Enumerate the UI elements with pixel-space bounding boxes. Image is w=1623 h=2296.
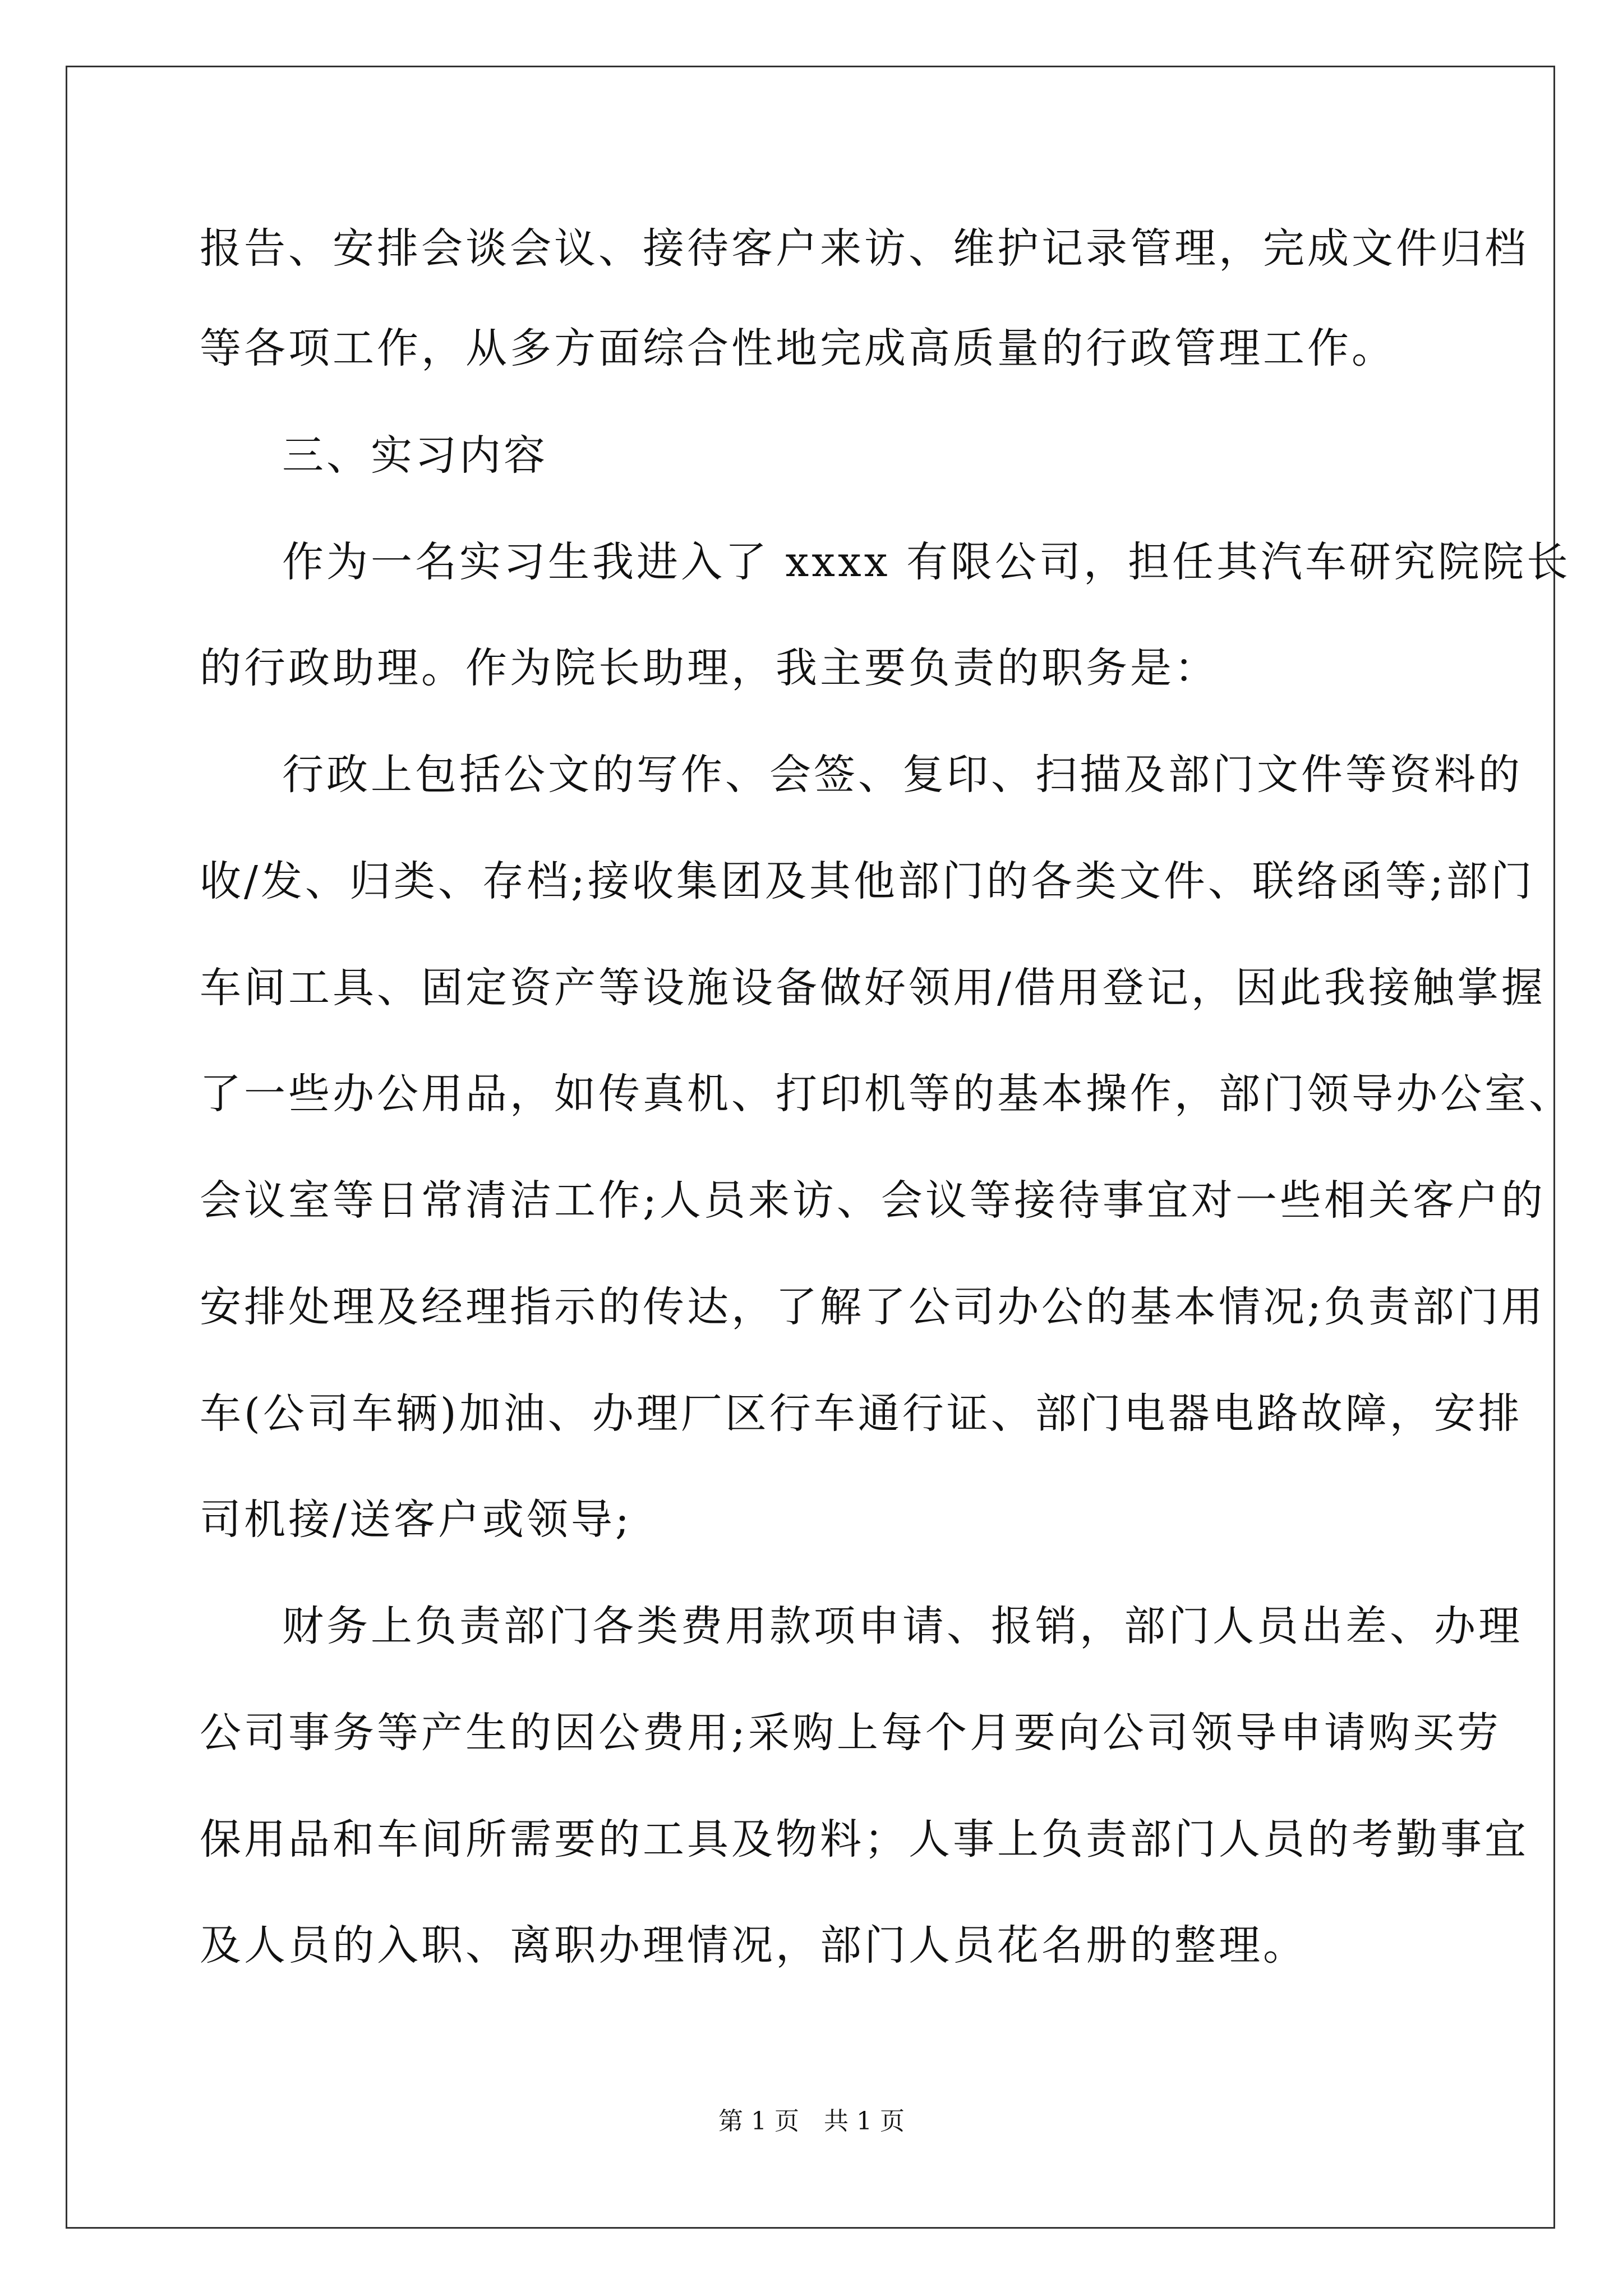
page-number: 第 1 页 共 1 页: [718, 2107, 905, 2136]
paragraph-line: 了一些办公用品，如传真机、打印机等的基本操作，部门领导办公室、: [200, 1070, 1573, 1118]
paragraph-line: 保用品和车间所需要的工具及物料；人事上负责部门人员的考勤事宜: [200, 1815, 1529, 1864]
paragraph-line: 车(公司车辆)加油、办理厂区行车通行证、部门电器电路故障，安排: [200, 1389, 1523, 1438]
paragraph-line: 报告、安排会谈会议、接待客户来访、维护记录管理，完成文件归档: [200, 224, 1529, 273]
paragraph-line: 的行政助理。作为院长助理，我主要负责的职务是：: [200, 644, 1219, 692]
paragraph-line: 安排处理及经理指示的传达，了解了公司办公的基本情况;负责部门用: [200, 1283, 1546, 1331]
section-heading: 三、实习内容: [282, 431, 548, 480]
paragraph-line: 司机接/送客户或领导;: [200, 1496, 632, 1544]
paragraph-line: 公司事务等产生的因公费用;采购上每个月要向公司领导申请购买劳: [200, 1709, 1501, 1757]
paragraph-line: 作为一名实习生我进入了 xxxx 有限公司，担任其汽车研究院院长: [282, 538, 1571, 586]
paragraph-line: 等各项工作，从多方面综合性地完成高质量的行政管理工作。: [200, 324, 1396, 372]
paragraph-line: 及人员的入职、离职办理情况，部门人员花名册的整理。: [200, 1921, 1307, 1970]
paragraph-line: 会议室等日常清洁工作;人员来访、会议等接待事宜对一些相关客户的: [200, 1176, 1546, 1225]
page-border: [66, 66, 1573, 2229]
paragraph-line: 行政上包括公文的写作、会签、复印、扫描及部门文件等资料的: [282, 751, 1523, 799]
paragraph-line: 财务上负责部门各类费用款项申请、报销，部门人员出差、办理: [282, 1602, 1523, 1650]
paragraph-line: 收/发、归类、存档;接收集团及其他部门的各类文件、联络函等;部门: [200, 857, 1535, 905]
paragraph-line: 车间工具、固定资产等设施设备做好领用/借用登记，因此我接触掌握: [200, 964, 1546, 1012]
